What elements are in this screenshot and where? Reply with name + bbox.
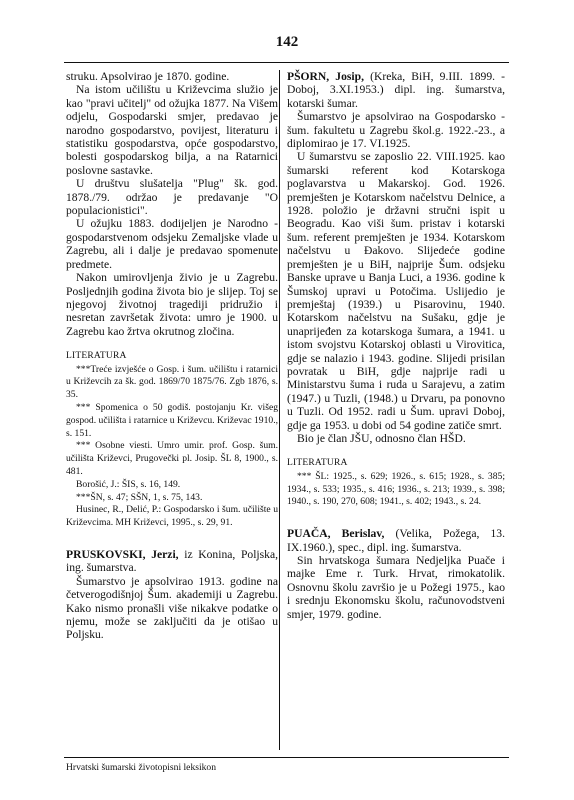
literature-heading: LITERATURA bbox=[287, 458, 348, 469]
entry-psorn-heading bbox=[287, 70, 505, 110]
literature-item: *** Spomenica o 50 godiš. postojanju Kr. višeg gospod. učilišta i ratarnice u Križevcu. Križevac 1910., s. 151. bbox=[66, 401, 278, 439]
entry-psorn-text-1: Šumarstvo je apsolvirao na Gospodarsko - šum. fakultetu u Zagrebu škol.g. 1922.-23., a diplomirao je 17. VI.1925. bbox=[287, 110, 505, 151]
entry-prugovecki-text-1: struku. Apsolvirao je 1870. godine. bbox=[66, 70, 230, 83]
right-column bbox=[287, 70, 505, 621]
entry-name: PŠORN, Josip, bbox=[287, 70, 364, 83]
literature-item: Borošić, J.: ŠIS, s. 16, 149. bbox=[76, 478, 181, 490]
entry-details: (Velika, Požega, 13. IX.1960.), spec., dipl. ing. šumarstva. bbox=[287, 527, 505, 554]
page-number: 142 bbox=[275, 34, 299, 50]
entry-name: PRUSKOVSKI, Jerzi, bbox=[66, 547, 179, 561]
literature-item: ***Treće izvješće o Gosp. i šum. učilištu i ratarnici u Križevcih za šk. god. 1869/70 1875/76. Zgb 1876, s. 35. bbox=[66, 363, 278, 401]
entry-puaca-text: Sin hrvatskoga šumara Nedjeljka Puače i majke Eme r. Turk. Hrvat, rimokatolik. Osnovnu školu završio je u Požegi 1975., kao i srednju Ekonomsku školu, računovodstveni smjer, 1979. godine. bbox=[287, 553, 505, 621]
entry-pruskovski-heading bbox=[66, 548, 278, 575]
entry-details: iz Konina, Poljska, ing. šumarstva. bbox=[66, 547, 278, 575]
literature-item: ***ŠN, s. 47; SŠN, 1, s. 75, 143. bbox=[76, 491, 203, 503]
entry-pruskovski-text: Šumarstvo je apsolvirao 1913. godine na četverogodišnjoj Šum. akademiji u Zagrebu. Kako nismo pronašli više nikakve podatke o njemu, može se zaključiti da je otišao u Poljsku. bbox=[66, 574, 278, 642]
entry-name: PUAČA, Berislav, bbox=[287, 527, 385, 541]
header-rule bbox=[64, 62, 509, 63]
entry-puaca-heading bbox=[287, 527, 505, 554]
literature-item: *** Osobne viesti. Umro umir. prof. Gosp. šum. učilišta Križevci, Prugovečki pl. Josip. ŠL 8, 1900., s. 481. bbox=[66, 440, 278, 477]
left-column bbox=[66, 70, 278, 642]
footer-title: Hrvatski šumarski životopisni leksikon bbox=[66, 762, 217, 773]
entry-prugovecki-text-3: U društvu slušatelja "Plug" šk. god. 1878./79. održao je predavanje "O populacionistici". bbox=[66, 177, 278, 218]
entry-details: (Kreka, BiH, 9.III. 1899. - Doboj, 3.XI.1953.) dipl. ing. šumarstva, kotarski šumar. bbox=[287, 70, 505, 110]
entry-prugovecki-text-2: Na istom učilištu u Križevcima služio je kao "pravi učitelj" od ožujka 1877. Na Višem odjelu, Gospodarski smjer, predavao je narodno gospodarstvo, povijest, literaturu i statistiku gospodarstva, opće gospodarstvo, bolesti gospodarskog bilja, a na Ratarnici poslovne sastavke. bbox=[66, 83, 278, 177]
literature-heading: LITERATURA bbox=[66, 351, 127, 362]
column-divider bbox=[279, 70, 280, 750]
entry-prugovecki-text-4: U ožujku 1883. dodijeljen je Narodno - gospodarstvenom odsjeku Zemaljske vlade u Zagrebu, ali i dalje je predavao spomenute predmete. bbox=[66, 217, 278, 271]
entry-psorn-text-2: U šumarstvu se zaposlio 22. VIII.1925. kao šumarski referent kod Kotarskoga poglavarstva u Makarskoj. God. 1926. premješten je Kotarskom načelstvu Delnice, a 1928. položio je državni stručni ispit u Beogradu. Kao viši šum. pristav i kotarski šum. referent premješten je 1934. Kotarskom načelstvu u Đakovo. Slijedeće godine premješten je u BiH, najprije Šum. odsjeku Banske uprave u Banja Luci, a 1936. godine k Šumskoj upravi u Potočima. Uslijedio je premještaj (1939.) u Pisarovinu, 1940. Kotarskom načelstvu na Sušaku, gdje je unaprijeđen za kotarskoga šumara, a 1941. u istom svojstvu Kotarskoj oblasti u Virovitica, gdje se nalazio i 1943. godine. Slijedi prisilan povratak u BiH, gdje najprije radi u Ministarstvu šuma i ruda u Sarajevu, a zatim (1947.) u Tuzli, (1948.) u Drvaru, pa ponovno u Tuzli. Od 1952. radi u Šum. upravi Doboj, gdje ga 1953. u dobi od 54 godine zatiče smrt. bbox=[287, 150, 505, 432]
footer-rule bbox=[64, 757, 509, 758]
literature-item: *** ŠL: 1925., s. 629; 1926., s. 615; 1928., s. 385; 1934., s. 533; 1935., s. 416; 1936., s. 213; 1939., s. 398; 1940., s. 190, 270, 608; 1941., s. 402; 1943., s. 24. bbox=[287, 470, 505, 508]
entry-prugovecki-text-5: Nakon umirovljenja živio je u Zagrebu. Posljednjih godina života bio je slijep. Toj se njegovoj životnoj tragediji pridružio i nesretan završetak života: umro je 1900. u Zagrebu kao žrtva okrutnog zločina. bbox=[66, 271, 278, 338]
entry-psorn-text-3: Bio je član JŠU, odnosno član HŠD. bbox=[297, 431, 466, 445]
literature-item: Husinec, R., Delić, P.: Gospodarsko i šum. učilište u Križevcima. MH Križevci, 1995., s. 29, 91. bbox=[66, 504, 278, 529]
